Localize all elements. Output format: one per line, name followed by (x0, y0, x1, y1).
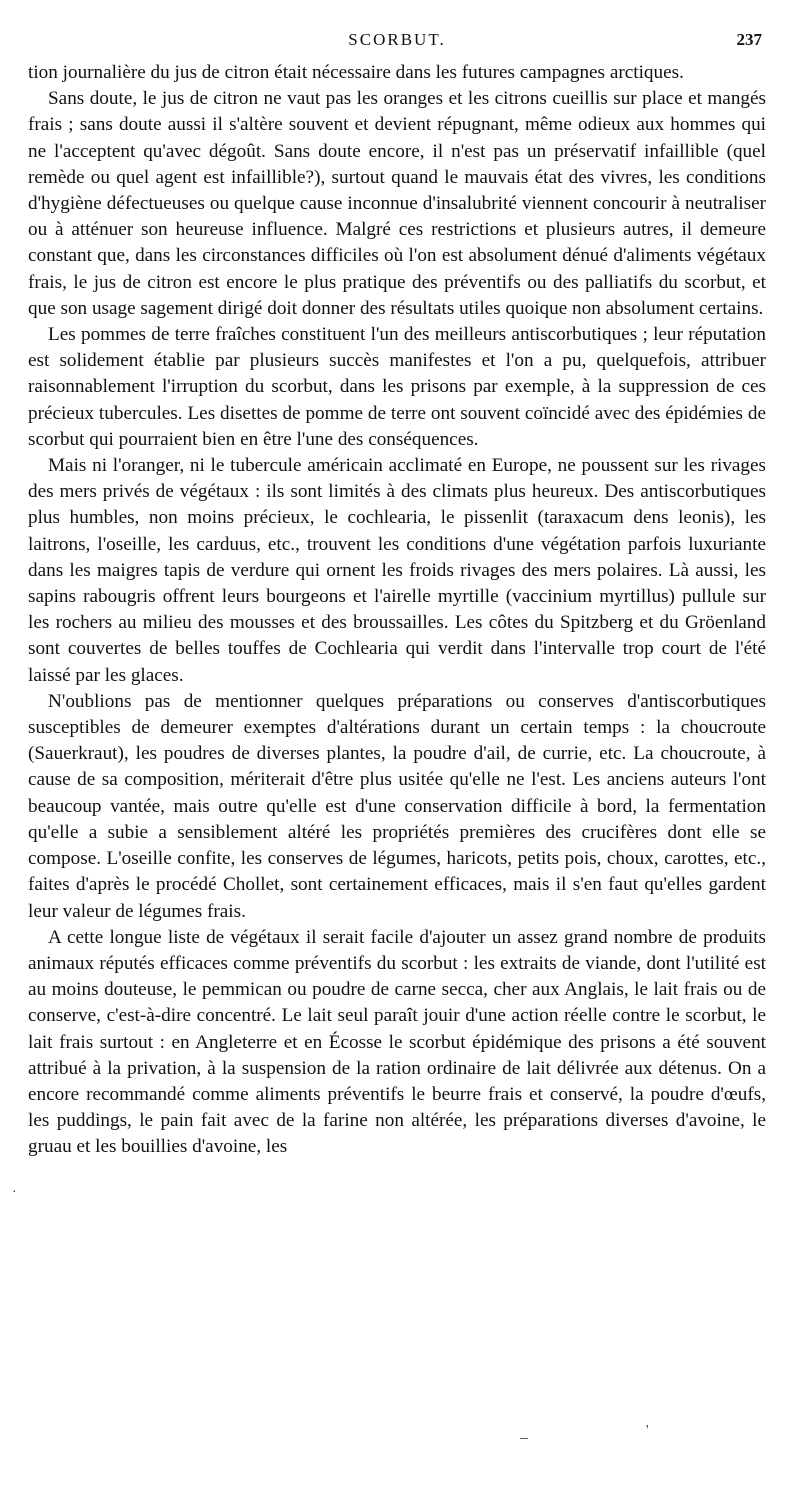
bottom-dash-mark (520, 1438, 528, 1439)
paragraph-animal-products: A cette longue liste de végétaux il serait facile d'ajouter un assez grand nombre de produits animaux réputés efficaces comme préventifs du scorbut : les extraits de viande, dont l'utilité est au moins douteuse, le pemmican ou poudre de carne secca, cher aux Anglais, le lait frais ou de conserve, c'est-à-dire concentré. Le lait seul paraît jouir d'une action réelle contre le scorbut, le lait frais surtout : en Angleterre et en Écosse le scorbut épidémique des prisons a été souvent attribué à la privation, à la suspension de la ration ordinaire de lait délivrée aux détenus. On a encore recommandé comme aliments préventifs le beurre frais et conservé, la poudre d'œufs, les puddings, le pain fait avec de la farine non altérée, les préparations diverses d'avoine, le gruau et les bouillies d'avoine, les (28, 926, 766, 1158)
paragraph-lemon-juice: Sans doute, le jus de citron ne vaut pas les oranges et les citrons cueillis sur place et mangés frais ; sans doute aussi il s'altère souvent et devient répugnant, même odieux aux hommes qui ne l'acceptent qu'avec dégoût. Sans doute encore, il n'est pas un préservatif infaillible (quel remède ou quel agent est infaillible?), surtout quand le mauvais état des vivres, les conditions d'hygiène défectueuses ou quelque cause inconnue d'insalubrité viennent concourir à neutraliser ou à atténuer son heureuse influence. Malgré ces restrictions et plusieurs autres, il demeure constant que, dans les circonstances difficiles où l'on est absolument dénué d'aliments végétaux frais, le jus de citron est encore le plus pratique des préventifs ou des palliatifs du scorbut, et que son usage sagement dirigé doit donner des résultats utiles quoique non absolument certains. (28, 88, 766, 319)
book-page (28, 30, 766, 1161)
bottom-tick-mark: ' (646, 1423, 649, 1438)
paragraph-preserves: N'oublions pas de mentionner quelques préparations ou conserves d'antiscorbutiques susceptibles de demeurer exemptes d'altérations durant un certain temps : la choucroute (Sauerkraut), les poudres de diverses plantes, la poudre d'ail, de currie, etc. La choucroute, à cause de sa composition, mériterait d'être plus usitée qu'elle ne l'est. Les anciens auteurs l'ont beaucoup vantée, mais outre qu'elle est d'une conservation difficile à bord, la fermentation qu'elle a subie a sensiblement altéré les propriétés premières des crucifères dont elle se compose. L'oseille confite, les conserves de légumes, haricots, petits pois, choux, carottes, etc., faites d'après le procédé Chollet, sont certainement efficaces, mais il s'en faut qu'elles gardent leur valeur de légumes frais. (28, 690, 766, 922)
page-header (28, 30, 766, 58)
body-text (28, 60, 766, 1161)
paragraph-potatoes: Les pommes de terre fraîches constituent l'un des meilleurs antiscorbutiques ; leur réputation est solidement établie par plusieurs succès manifestes et l'on a pu, quelquefois, attribuer raisonnablement l'irruption du scorbut, dans les prisons par exemple, à la suppression de ces précieux tubercules. Les disettes de pomme de terre ont souvent coïncidé avec des épidémies de scorbut qui pourraient bien en être l'une des conséquences. (28, 324, 766, 450)
page-number: 237 (736, 30, 762, 49)
paragraph-continuation: tion journalière du jus de citron était nécessaire dans les futures campagnes arctiques. (28, 62, 684, 83)
paragraph-polar-plants: Mais ni l'oranger, ni le tubercule américain acclimaté en Europe, ne poussent sur les rivages des mers privés de végétaux : ils sont limités à des climats plus heureux. Des antiscorbutiques plus humbles, non moins précieux, le cochlearia, le pissenlit (taraxacum dens leonis), les laitrons, l'oseille, les carduus, etc., trouvent les conditions d'une végétation parfois luxuriante dans les maigres tapis de verdure qui ornent les froids rivages des mers polaires. Là aussi, les sapins rabougris offrent leurs bourgeons et l'airelle myrtille (vaccinium myrtillus) pullule sur les rochers au milieu des mousses et des broussailles. Les côtes du Spitzberg et du Gröenland sont couvertes de belles touffes de Cochlearia qui verdit dans l'intervalle trop court de l'été laissé par les glaces. (28, 455, 766, 686)
margin-dot: · (12, 1185, 17, 1200)
running-title: SCORBUT. (348, 30, 446, 49)
